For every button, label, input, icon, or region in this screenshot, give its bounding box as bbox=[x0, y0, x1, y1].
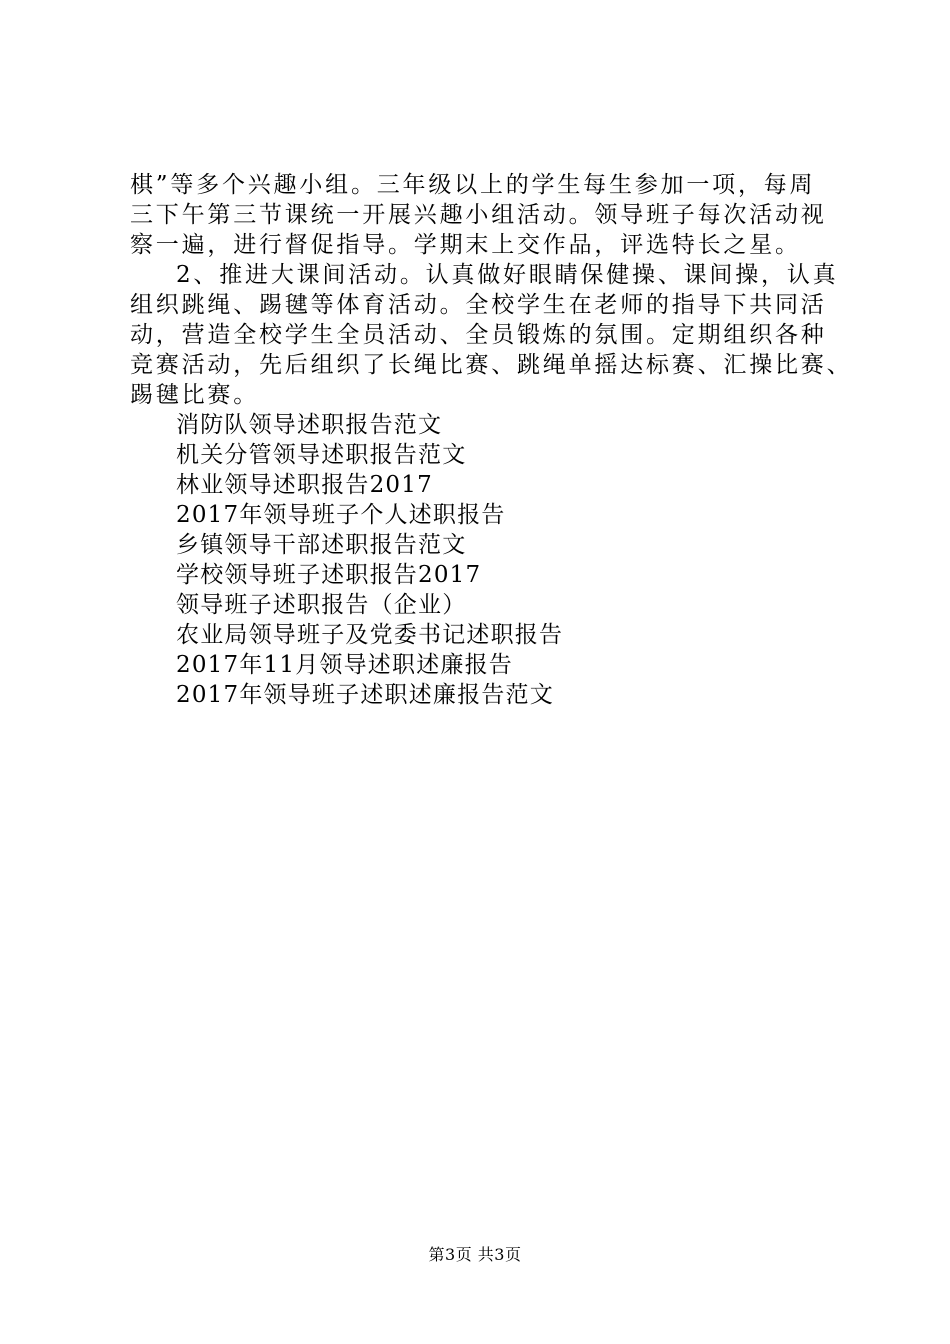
related-article-link[interactable]: 2017年领导班子个人述职报告 bbox=[176, 502, 506, 528]
related-article-link[interactable]: 消防队领导述职报告范文 bbox=[176, 412, 443, 438]
page-number: 第3页 共3页 bbox=[428, 1245, 522, 1264]
related-article-link[interactable]: 机关分管领导述职报告范文 bbox=[176, 442, 467, 468]
related-articles-list bbox=[130, 410, 830, 710]
body-line: 三下午第三节课统一开展兴趣小组活动。领导班子每次活动视 bbox=[130, 202, 827, 228]
paragraph-big-break-activities bbox=[130, 260, 853, 410]
paragraph-interest-groups bbox=[130, 170, 830, 260]
page-footer bbox=[0, 1244, 950, 1266]
body-line: 2、推进大课间活动。认真做好眼睛保健操、课间操，认真 bbox=[176, 262, 839, 288]
related-article-link[interactable]: 领导班子述职报告（企业） bbox=[176, 592, 467, 618]
body-line: 组织跳绳、踢毽等体育活动。全校学生在老师的指导下共同活 bbox=[130, 292, 827, 318]
related-article-link[interactable]: 学校领导班子述职报告2017 bbox=[176, 562, 482, 588]
document-body bbox=[130, 170, 853, 710]
body-line: 竞赛活动，先后组织了长绳比赛、跳绳单摇达标赛、汇操比赛、 bbox=[130, 352, 853, 378]
related-article-link[interactable]: 农业局领导班子及党委书记述职报告 bbox=[176, 622, 564, 648]
body-line: 踢毽比赛。 bbox=[130, 382, 259, 408]
body-line: 动，营造全校学生全员活动、全员锻炼的氛围。定期组织各种 bbox=[130, 322, 827, 348]
related-article-link[interactable]: 2017年11月领导述职述廉报告 bbox=[176, 652, 513, 678]
related-article-link[interactable]: 2017年领导班子述职述廉报告范文 bbox=[176, 682, 554, 708]
related-article-link[interactable]: 乡镇领导干部述职报告范文 bbox=[176, 532, 467, 558]
body-line: 棋”等多个兴趣小组。三年级以上的学生每生参加一项，每周 bbox=[130, 172, 816, 198]
body-line: 察一遍，进行督促指导。学期末上交作品，评选特长之星。 bbox=[130, 232, 801, 258]
related-article-link[interactable]: 林业领导述职报告2017 bbox=[176, 472, 433, 498]
